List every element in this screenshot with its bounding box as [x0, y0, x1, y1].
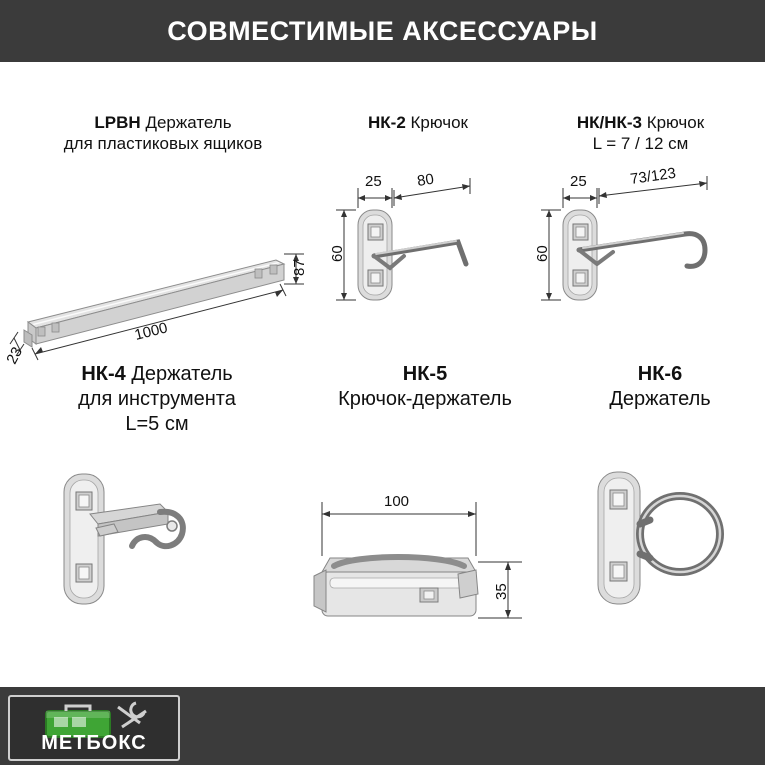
product-caption-nk4 [12, 362, 302, 437]
product-illustration-nk6 [580, 462, 760, 652]
product-name-nk5: Крючок-держатель [338, 388, 512, 410]
nk3-drawing [534, 164, 750, 362]
lpbh-dim-label-87: 87 [291, 259, 308, 276]
nk3-hook-highlight [583, 233, 683, 248]
lpbh-dim-label-1000: 1000 [132, 319, 170, 344]
lpbh-drawing [3, 172, 308, 368]
product-name-nk4-line1: Держатель [131, 363, 233, 385]
product-code-nk2: НК-2 [368, 113, 406, 132]
nk2-dim-25 [358, 188, 392, 208]
product-caption-nk3 [528, 112, 753, 155]
product-caption-nk6 [565, 362, 755, 412]
brand-logo [8, 695, 180, 761]
nk6-drawing [580, 462, 760, 652]
product-code-nk5: НК-5 [402, 363, 448, 385]
nk2-dim-label-60: 60 [329, 245, 346, 262]
nk2-dim-label-80: 80 [415, 170, 436, 190]
nk5-dim-100 [322, 502, 476, 556]
header-bar [0, 0, 765, 62]
product-illustration-nk5 [300, 462, 540, 652]
page-title: СОВМЕСТИМЫЕ АКСЕССУАРЫ [167, 15, 598, 46]
product-name-lpbh-line2: для пластиковых ящиков [63, 134, 263, 154]
product-illustration-lpbh [3, 172, 308, 368]
lpbh-dim-label-23: 23 [3, 344, 27, 368]
nk6-backplate [598, 472, 640, 604]
product-illustration-nk2 [330, 172, 520, 362]
nk5-drawing [300, 462, 540, 652]
product-code-lpbh: LPBH [94, 113, 141, 132]
product-code-nk3: НК/НК-3 [576, 113, 642, 132]
product-code-nk4: НК-4 [81, 363, 126, 385]
product-length-nk3: L = 7 / 12 см [592, 134, 689, 154]
product-name-nk3: Крючок [646, 113, 705, 132]
product-illustration-nk4 [40, 462, 260, 652]
footer-bar [0, 687, 765, 765]
product-code-nk6: НК-6 [637, 363, 683, 385]
nk5-dim-label-100: 100 [384, 493, 410, 510]
nk6-ring [640, 496, 720, 572]
nk3-dim-label-60: 60 [534, 245, 551, 262]
nk3-dim-25 [563, 188, 597, 208]
nk4-backplate [64, 474, 104, 604]
product-name-lpbh-line1: Держатель [145, 113, 232, 132]
product-caption-nk5 [300, 362, 550, 412]
brand-name: МЕТБОКС [41, 732, 147, 754]
nk2-dim-label-25: 25 [365, 173, 382, 190]
nk2-drawing [330, 172, 520, 362]
nk4-drawing [40, 462, 260, 652]
nk3-dim-label-73-123: 73/123 [629, 164, 678, 188]
product-caption-lpbh [18, 112, 308, 155]
product-length-nk4: L=5 см [125, 413, 189, 435]
product-name-nk2: Крючок [410, 113, 468, 132]
products-grid [0, 62, 765, 687]
product-caption-nk2 [318, 112, 518, 133]
nk5-body [314, 557, 478, 616]
product-name-nk6: Держатель [609, 388, 711, 410]
nk3-dim-label-25: 25 [570, 173, 587, 190]
nk5-dim-label-35: 35 [493, 583, 510, 600]
product-illustration-nk3 [534, 164, 750, 362]
product-name-nk4-line2: для инструмента [78, 388, 236, 410]
nk3-backplate [563, 210, 597, 300]
